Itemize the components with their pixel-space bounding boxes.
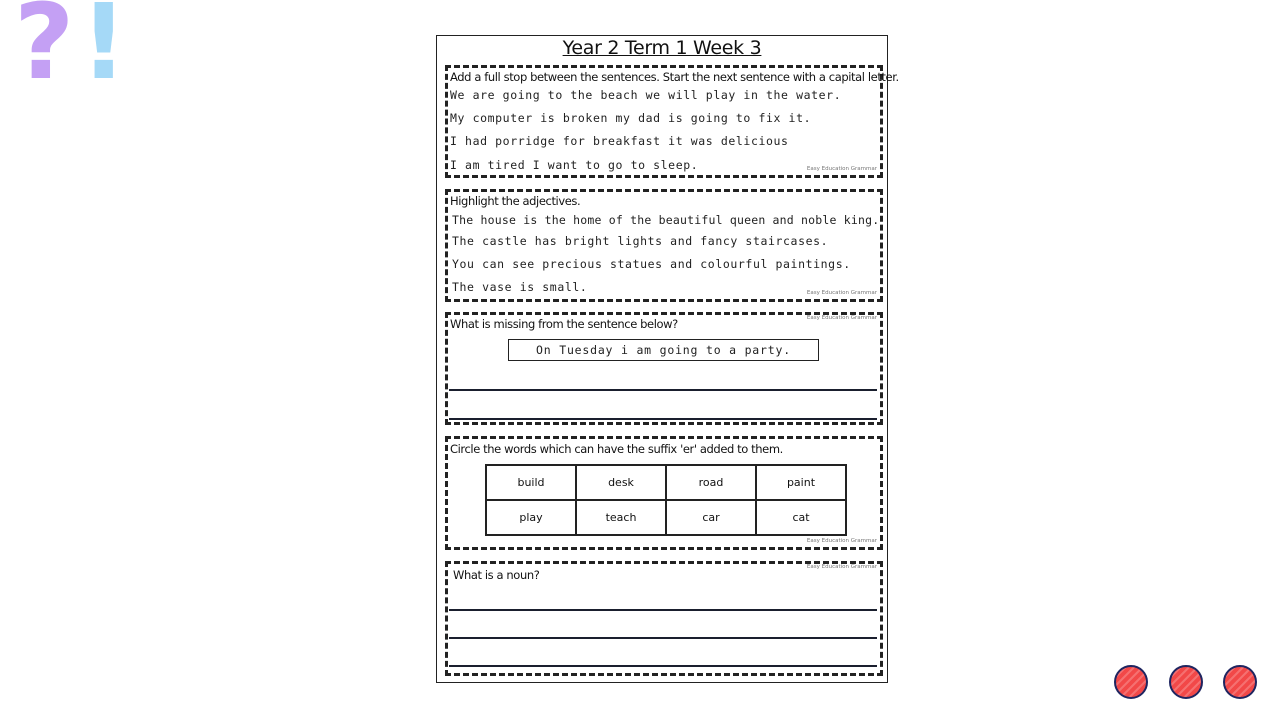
section-instruction: Highlight the adjectives. <box>450 194 581 208</box>
exclamation-mark-icon: ! <box>80 0 128 103</box>
credit-label: Easy Education Grammar <box>806 290 877 296</box>
nav-dot-button[interactable] <box>1169 665 1203 699</box>
word-cell[interactable]: car <box>666 500 756 535</box>
credit-label: Easy Education Grammar <box>806 166 877 172</box>
sentence-line: I am tired I want to go to sleep. <box>450 158 699 172</box>
answer-line[interactable] <box>449 665 877 667</box>
missing-punctuation-section <box>445 312 883 425</box>
worksheet-title: Year 2 Term 1 Week 3 <box>562 37 762 59</box>
answer-line[interactable] <box>449 418 877 420</box>
word-cell[interactable]: teach <box>576 500 666 535</box>
nav-dot-button[interactable] <box>1114 665 1148 699</box>
answer-line[interactable] <box>449 637 877 639</box>
sentence-line: The vase is small. <box>452 280 588 294</box>
full-stop-section <box>445 65 899 178</box>
word-table <box>485 464 847 536</box>
sentence-line: My computer is broken my dad is going to fix it. <box>450 111 812 125</box>
answer-line[interactable] <box>449 389 877 391</box>
sentence-line: We are going to the beach we will play in the water. <box>450 88 842 102</box>
section-instruction: What is missing from the sentence below? <box>450 317 678 331</box>
word-cell[interactable]: build <box>486 465 576 500</box>
credit-label: Easy Education Grammar <box>806 564 877 570</box>
example-sentence-box: On Tuesday i am going to a party. <box>508 339 819 361</box>
section-instruction: What is a noun? <box>453 568 540 582</box>
credit-label: Easy Education Grammar <box>806 315 877 321</box>
word-cell[interactable]: play <box>486 500 576 535</box>
credit-label: Easy Education Grammar <box>806 538 877 544</box>
section-instruction: Circle the words which can have the suffix 'er' added to them. <box>450 442 783 456</box>
worksheet-page <box>436 35 899 683</box>
logo <box>10 0 128 104</box>
sentence-line: The castle has bright lights and fancy staircases. <box>452 234 829 248</box>
word-cell[interactable]: desk <box>576 465 666 500</box>
section-instruction: Add a full stop between the sentences. Start the next sentence with a capital letter. <box>450 70 899 84</box>
word-cell[interactable]: paint <box>756 465 846 500</box>
word-cell[interactable]: road <box>666 465 756 500</box>
noun-section <box>445 561 883 676</box>
suffix-section <box>445 436 883 550</box>
adjectives-section <box>445 189 883 302</box>
sentence-line: The house is the home of the beautiful queen and noble king. <box>452 213 880 227</box>
question-mark-icon: ? <box>14 0 75 103</box>
answer-line[interactable] <box>449 609 877 611</box>
sentence-line: I had porridge for breakfast it was delicious <box>450 134 789 148</box>
word-cell[interactable]: cat <box>756 500 846 535</box>
sentence-line: You can see precious statues and colourful paintings. <box>452 257 851 271</box>
nav-dot-button[interactable] <box>1223 665 1257 699</box>
